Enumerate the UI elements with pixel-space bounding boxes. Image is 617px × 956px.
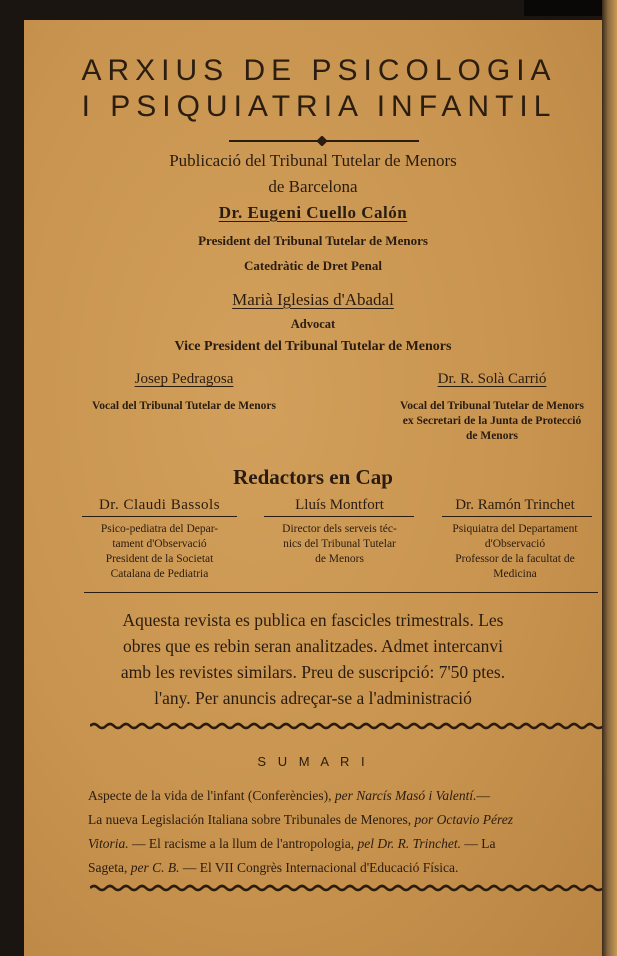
president-role-1: President del Tribunal Tutelar de Menors: [198, 233, 428, 248]
vocal-1-name: Josep Pedragosa: [134, 371, 234, 387]
title-line-1: ARXIUS DE PSICOLOGIA: [81, 54, 557, 87]
vice-president-role-2: Vice President del Tribunal Tutelar de Menors: [174, 339, 452, 354]
ornament-rule: [229, 136, 419, 146]
vocal-2-line-2: ex Secretari de la Junta de Protecció: [402, 415, 582, 427]
sumari-line-3-tail: — La: [461, 836, 496, 851]
redactor-2-line-3: de Menors: [315, 553, 364, 565]
sumari-line-3-text: — El racisme a la llum de l'antropologia,: [128, 836, 358, 851]
sumari-line-3-author: pel Dr. R. Trinchet.: [357, 836, 462, 851]
redactor-1-line-1: Psico-pediatra del Depar-: [100, 523, 219, 535]
redactors-heading: Redactors en Cap: [233, 465, 393, 489]
sumari-line-2-text: La nueva Legislación Italiana sobre Tribunales de Menores,: [88, 812, 415, 827]
sumari-line-3: [88, 836, 496, 852]
redactor-2-rule: [264, 516, 414, 517]
sumari-line-4-text: Sageta,: [88, 860, 131, 875]
vocal-2-line-1: Vocal del Tribunal Tutelar de Menors: [400, 400, 584, 412]
sumari-line-3-author-end: Vitoria.: [88, 836, 129, 851]
sumari-line-2-author: por Octavio Pérez: [414, 812, 514, 827]
sumari-line-1-dash: —: [476, 788, 490, 803]
redactor-3-line-2: d'Observació: [484, 538, 546, 550]
redactor-3-rule: [442, 516, 592, 517]
vice-president-name: Marià Iglesias d'Abadal: [232, 290, 394, 309]
sumari-line-4: [88, 860, 458, 876]
vice-president-role-1: Advocat: [290, 317, 336, 331]
redactor-1-name: Dr. Claudi Bassols: [98, 497, 221, 513]
sumari-heading: S U M A R I: [257, 754, 369, 769]
redactor-3-line-1: Psiquiatra del Departament: [452, 523, 578, 535]
sumari-line-4-tail: — El VII Congrès Internacional d'Educació Física.: [179, 860, 459, 875]
notice-line-3: amb les revistes similars. Preu de suscripció: 7'50 ptes.: [120, 662, 506, 682]
vocal-2-name: Dr. R. Solà Carrió: [437, 371, 547, 387]
redactor-1-line-4: Catalana de Pediatria: [110, 568, 209, 580]
vocal-1-line-1: Vocal del Tribunal Tutelar de Menors: [92, 400, 276, 412]
publisher-line-1: Publicació del Tribunal Tutelar de Menors: [169, 151, 457, 170]
redactor-3-line-3: Professor de la facultat de: [455, 553, 575, 565]
journal-cover: [24, 20, 602, 956]
redactor-1-line-3: President de la Societat: [105, 553, 214, 565]
sumari-line-1-text: Aspecte de la vida de l'infant (Conferències),: [88, 788, 335, 803]
redactor-2-line-2: nics del Tribunal Tutelar: [283, 538, 396, 550]
book-spine: [602, 0, 617, 956]
title-line-2: I PSIQUIATRIA INFANTIL: [81, 90, 557, 123]
vocal-2-line-3: de Menors: [465, 430, 519, 442]
notice-line-4: l'any. Per anuncis adreçar-se a l'administració: [154, 688, 472, 708]
publisher-line-2: de Barcelona: [268, 177, 358, 196]
wavy-rule-bottom: [90, 884, 602, 892]
redactor-2-line-1: Director dels serveis téc-: [282, 523, 397, 535]
section-rule: [84, 592, 598, 593]
notice-line-2: obres que es rebin seran analitzades. Admet intercanvi: [123, 636, 503, 656]
sumari-line-4-author: per C. B.: [130, 860, 180, 875]
redactor-1-rule: [82, 516, 237, 517]
sumari-line-2: [88, 812, 513, 828]
redactor-3-line-4: Medicina: [493, 568, 537, 580]
wavy-rule-top: [90, 722, 602, 730]
sumari-line-1: [88, 788, 490, 804]
redactor-1-line-2: tament d'Observació: [112, 538, 207, 550]
president-name: Dr. Eugeni Cuello Calón: [218, 203, 408, 222]
sumari-line-1-author: per Narcís Masó i Valentí.: [334, 788, 477, 803]
redactor-2-name: Lluís Montfort: [295, 497, 384, 513]
redactor-3-name: Dr. Ramón Trinchet: [455, 497, 575, 513]
president-role-2: Catedràtic de Dret Penal: [243, 258, 383, 273]
notice-line-1: Aquesta revista es publica en fascicles trimestrals. Les: [122, 610, 504, 630]
